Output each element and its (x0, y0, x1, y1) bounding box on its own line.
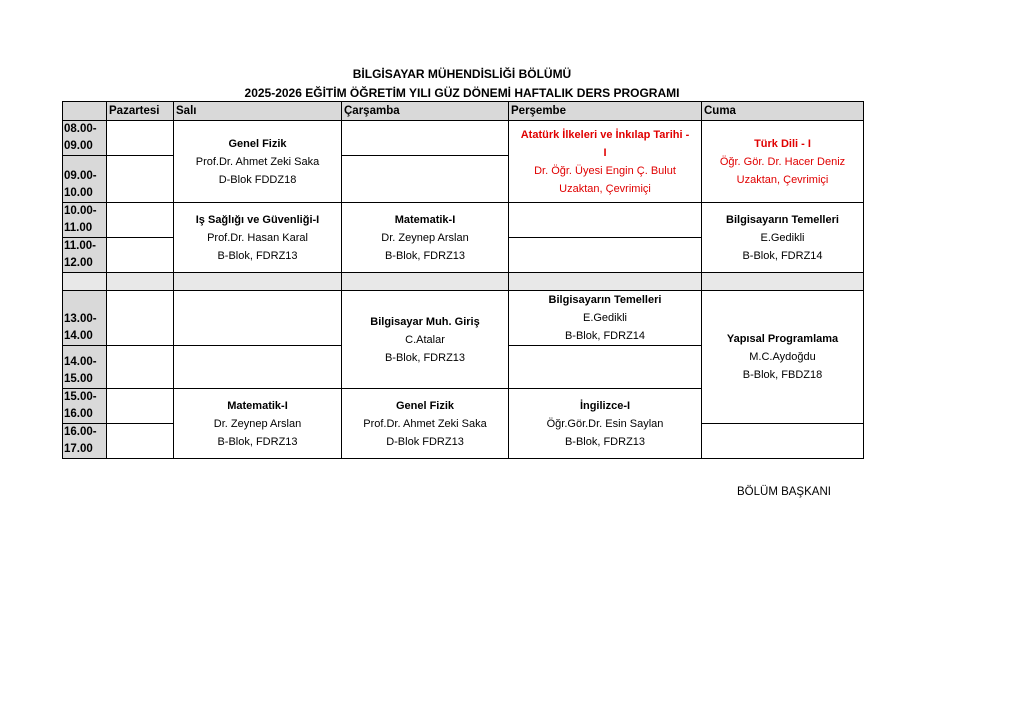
empty-cell (107, 346, 174, 389)
empty-cell (174, 291, 342, 346)
empty-cell (107, 203, 174, 238)
course-room: B-Blok, FDRZ13 (564, 435, 646, 448)
time-slot: 15.00- 16.00 (63, 389, 107, 424)
course-name: Matematik-I (227, 399, 288, 412)
course-name: Atatürk İlkeleri ve İnkılap Tarihi - (520, 128, 690, 141)
empty-cell (342, 121, 509, 156)
course-teacher: Dr. Zeynep Arslan (381, 231, 469, 244)
day-pazartesi: Pazartesi (107, 102, 174, 121)
course-room: B-Blok, FDRZ13 (217, 435, 298, 448)
empty-cell (509, 203, 702, 238)
course-cell (702, 291, 864, 424)
course-teacher: Prof.Dr. Ahmet Zeki Saka (195, 155, 320, 168)
time-slot: 16.00- 17.00 (63, 424, 107, 459)
empty-cell (174, 346, 342, 389)
table-row (63, 291, 864, 346)
lunch-break-row (63, 273, 864, 291)
course-name: Bilgisayar Muh. Giriş (370, 315, 480, 328)
course-teacher: Prof.Dr. Ahmet Zeki Saka (363, 417, 487, 430)
course-teacher: Dr. Zeynep Arslan (213, 417, 302, 430)
course-name: Bilgisayarın Temelleri (548, 294, 662, 306)
time-slot: 09.00- 10.00 (63, 156, 107, 203)
course-teacher: Prof.Dr. Hasan Karal (207, 231, 308, 244)
empty-cell (107, 238, 174, 273)
empty-cell (107, 291, 174, 346)
course-name: Matematik-I (394, 213, 456, 226)
empty-cell (509, 346, 702, 389)
time-slot: 14.00- 15.00 (63, 346, 107, 389)
time-slot: 10.00- 11.00 (63, 203, 107, 238)
course-teacher: Öğr.Gör.Dr. Esin Saylan (546, 417, 664, 430)
course-room: B-Blok, FDRZ13 (384, 351, 466, 364)
table-row (63, 203, 864, 238)
day-carsamba: Çarşamba (342, 102, 509, 121)
department-title: BİLGİSAYAR MÜHENDİSLİĞİ BÖLÜMÜ (352, 67, 572, 81)
course-room: B-Blok, FDRZ14 (742, 249, 823, 262)
empty-cell (509, 238, 702, 273)
course-name: Iş Sağlığı ve Güvenliği-I (195, 213, 320, 226)
course-teacher: Öğr. Gör. Dr. Hacer Deniz (719, 155, 846, 168)
empty-cell (107, 424, 174, 459)
course-room: Uzaktan, Çevrimiçi (559, 182, 651, 195)
course-room: B-Blok, FDRZ13 (217, 249, 298, 262)
course-cell (509, 121, 702, 203)
course-cell (174, 203, 342, 273)
day-cuma: Cuma (702, 102, 864, 121)
course-room: D-Blok FDDZ18 (218, 173, 297, 186)
course-room: B-Blok, FBDZ18 (742, 369, 823, 381)
time-slot: 13.00- 14.00 (63, 291, 107, 346)
course-teacher: Dr. Öğr. Üyesi Engin Ç. Bulut (534, 164, 676, 177)
course-cell (702, 121, 864, 203)
course-room: D-Blok FDRZ13 (386, 435, 464, 448)
empty-cell (702, 424, 864, 459)
course-cell (342, 203, 509, 273)
course-name: Genel Fizik (228, 137, 287, 150)
empty-cell (342, 156, 509, 203)
table-row (63, 121, 864, 156)
course-teacher: M.C.Aydoğdu (749, 351, 816, 363)
course-cell (174, 389, 342, 459)
course-name-cont: I (603, 146, 607, 159)
department-head-signature: BÖLÜM BAŞKANI (737, 486, 831, 498)
course-teacher: C.Atalar (405, 333, 445, 346)
course-cell (702, 203, 864, 273)
weekly-schedule-table (62, 101, 864, 459)
course-name: Yapısal Programlama (726, 333, 839, 345)
corner-cell (63, 102, 107, 121)
course-name: Genel Fizik (395, 399, 455, 412)
empty-cell (107, 389, 174, 424)
schedule-title: 2025-2026 EĞİTİM ÖĞRETİM YILI GÜZ DÖNEMİ HAFTALIK DERS PROGRAMI (244, 86, 680, 100)
time-slot: 11.00- 12.00 (63, 238, 107, 273)
course-teacher: E.Gedikli (582, 312, 628, 324)
course-room: B-Blok, FDRZ13 (384, 249, 466, 262)
empty-cell (107, 156, 174, 203)
course-cell (509, 291, 702, 346)
day-sali: Salı (174, 102, 342, 121)
course-name: Bilgisayarın Temelleri (726, 213, 839, 226)
course-cell (342, 291, 509, 389)
day-header-row (63, 102, 864, 121)
course-name: Türk Dili - I (754, 137, 811, 150)
course-cell (342, 389, 509, 459)
course-cell (509, 389, 702, 459)
course-room: Uzaktan, Çevrimiçi (736, 173, 829, 186)
course-teacher: E.Gedikli (760, 231, 805, 244)
time-slot: 08.00- 09.00 (63, 121, 107, 156)
empty-cell (107, 121, 174, 156)
course-room: B-Blok, FDRZ14 (564, 330, 646, 342)
day-persembe: Perşembe (509, 102, 702, 121)
course-cell (174, 121, 342, 203)
course-name: İngilizce-I (579, 399, 631, 412)
